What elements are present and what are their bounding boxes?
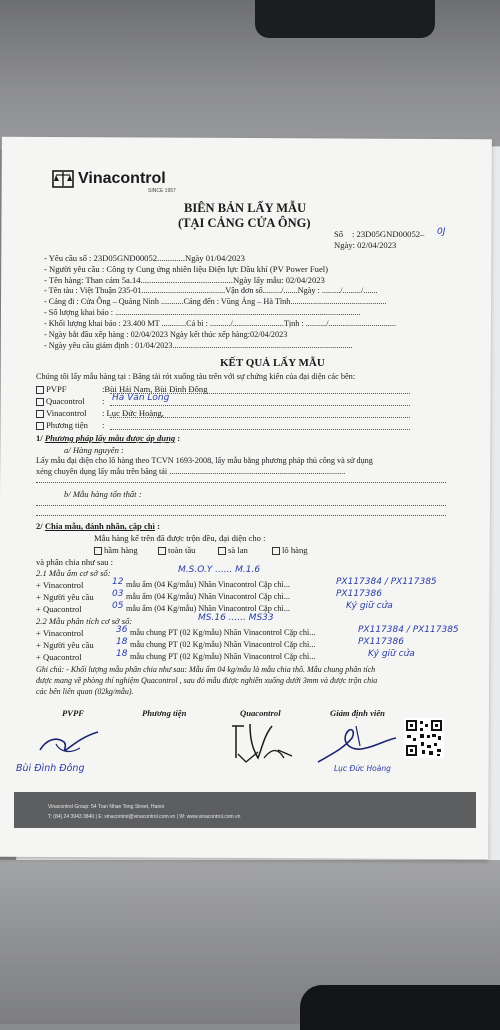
info-line: - Người yêu cầu : Công ty Cung ứng nhiên liệu Điện lực Dầu khí (PV Power Fuel)	[44, 264, 329, 274]
party-vinacontrol: Vinacontrol	[36, 408, 87, 418]
row-text: mẫu chung PT (02 Kg/mẫu) Nhãn Vinacontrol Cặp chì...	[130, 628, 316, 637]
row-text: mẫu ẩm (04 Kg/mẫu) Nhãn Vinacontrol Cặp chì...	[126, 580, 290, 589]
section1-sub-b: b/ Mẫu hàng tổn thất :	[64, 489, 142, 499]
row-qty: 03	[112, 589, 124, 599]
sig-header-pvpf: PVPF	[62, 708, 84, 718]
party-phuong-tien: Phương tiện	[36, 420, 88, 430]
row-label: + Người yêu cầu	[36, 592, 94, 602]
section1-para2: xẻng chuyên dụng lấy mẫu trên băng tải ......................................................................................	[36, 467, 346, 476]
party-quacontrol-handwritten: Hà Văn Long	[112, 393, 170, 403]
info-line: - Tên tàu : Việt Thuận 235-01.........................................Vận đơn số........./.......Ngày : ........./........./.......	[44, 286, 378, 295]
party-pvpf: PVPF	[36, 384, 67, 394]
logo-name: Vinacontrol	[78, 170, 166, 187]
signature-name-pvpf: Bùi Đình Đông	[16, 763, 85, 774]
party-quacontrol: Quacontrol	[36, 396, 85, 406]
dotted-rule	[36, 505, 446, 506]
info-line: - Yêu cầu số : 23D05GND00052.............Ngày 01/04/2023	[44, 253, 245, 263]
info-line: - Khối lượng khai báo : 23.400 MT ............Cả bì : ........../.........................Tịnh : ........../.................................	[44, 319, 397, 328]
document-title: BIÊN BẢN LẤY MẪU	[184, 201, 307, 215]
section2-2-handwritten: MS.16 ...... MS33	[198, 613, 274, 623]
info-line: - Ngày bắt đầu xếp hàng : 02/04/2023 Ngày kết thúc xếp hàng:02/04/2023	[44, 330, 288, 339]
signature-quacontrol	[228, 718, 300, 768]
dotted-rule	[36, 515, 446, 516]
ref-so-label: Số	[334, 229, 344, 239]
option-lo-hang: lô hàng	[272, 545, 308, 555]
document-subtitle: (TẠI CẢNG CỬA ÔNG)	[178, 216, 311, 230]
signature-pvpf	[36, 722, 106, 762]
dark-object-top	[255, 0, 435, 38]
result-title: KẾT QUẢ LẤY MẪU	[220, 357, 325, 369]
section2-line1: Mẫu hàng kể trên đã được trộn đều, đại diện cho :	[94, 533, 266, 543]
section2-1-handwritten: M.S.O.Y ...... M.1.6	[178, 565, 261, 575]
note-line: được mang về phòng thí nghiệm Quacontrol , sau đó mẫu được nghiền xuống dưới 3mm và được trộn chia	[36, 676, 378, 685]
party-vinacontrol-value: : Lục Đức Hoàng,	[102, 408, 164, 418]
dotted-rule	[36, 482, 446, 483]
row-label: + Quacontrol	[36, 604, 82, 614]
option-toan-tau: toàn tầu	[158, 545, 195, 555]
dotted-rule	[110, 417, 410, 418]
row-text: mẫu ẩm (04 Kg/mẫu) Nhãn Vinacontrol Cặp chì...	[126, 604, 290, 613]
option-sa-lan: sà lan	[218, 545, 248, 555]
row-text: mẫu ẩm (04 Kg/mẫu) Nhãn Vinacontrol Cặp chì...	[126, 592, 290, 601]
dotted-rule	[110, 405, 410, 406]
row-hand: PX117384 / PX117385	[358, 625, 459, 635]
sig-header-quacontrol: Quacontrol	[240, 708, 281, 718]
note-line: Ghi chú: - Khối lượng mẫu phân chia như sau: Mẫu ẩm 04 kg/mẫu là mẫu chia thô. Mẫu chung phân tích	[36, 665, 376, 674]
row-hand: PX117386	[358, 637, 404, 647]
row-hand: PX117386	[336, 589, 382, 599]
note-line: các bên liên quan (02kg/mẫu).	[36, 687, 134, 696]
party-phuong-tien-value: :	[102, 420, 105, 430]
signature-giam-dinh-vien	[312, 718, 402, 768]
checkbox-icon	[94, 547, 102, 555]
dark-object-bottom	[300, 985, 500, 1030]
section2-heading: 2/ Chia mẫu, đánh nhãn, cặp chì :	[36, 521, 160, 531]
row-label: + Vinacontrol	[36, 580, 84, 590]
checkbox-icon	[36, 422, 44, 430]
sig-header-giam-dinh-vien: Giám định viên	[330, 708, 385, 718]
section1-para1: Lấy mẫu đại diện cho lô hàng theo TCVN 1693-2008, lấy mẫu bằng phương pháp thủ công và sử dụng	[36, 456, 373, 465]
footer-address: Vinacontrol Group: 54 Tran Nhan Tong Street, Hanoi	[48, 804, 164, 810]
row-label: + Người yêu cầu	[36, 640, 94, 650]
checkbox-icon	[36, 398, 44, 406]
checkbox-icon	[158, 547, 166, 555]
dotted-rule	[110, 429, 410, 430]
footer-contact: T: (84) 24 3943 3840 | E: vinacontrol@vinacontrol.com.vn | W: www.vinacontrol.com.vn	[48, 814, 241, 820]
row-qty: 36	[116, 625, 128, 635]
party-quacontrol-value: :	[102, 396, 105, 406]
row-text: mẫu chung PT (02 Kg/mẫu) Nhãn Vinacontrol Cặp chì...	[130, 652, 316, 661]
row-hand: PX117384 / PX117385	[336, 577, 437, 587]
checkbox-icon	[218, 547, 226, 555]
ref-date: Ngày: 02/04/2023	[334, 240, 397, 250]
section1-sub-a: a/ Hàng nguyên :	[64, 445, 124, 455]
info-line: - Ngày yêu cầu giám định : 01/04/2023........................................................................................	[44, 341, 353, 350]
logo-since: SINCE 1957	[148, 188, 176, 194]
option-ham-hang: hầm hàng	[94, 545, 138, 555]
section2-line2: và phân chia như sau :	[36, 557, 113, 567]
checkbox-checked-icon	[36, 410, 44, 418]
row-qty: 18	[116, 637, 128, 647]
sig-header-phuong-tien: Phương tiện	[142, 708, 187, 718]
checkbox-checked-icon	[272, 547, 280, 555]
intro-text: Chúng tôi lấy mẫu hàng tại : Băng tải rót xuống tàu trên với sự chứng kiến của đại diện các bên:	[36, 372, 356, 381]
row-hand: Ký giữ cửa	[368, 649, 415, 659]
row-text: mẫu chung PT (02 Kg/mẫu) Nhãn Vinacontrol Cặp chì...	[130, 640, 316, 649]
row-qty: 12	[112, 577, 124, 587]
ref-so-value: : 23D05GND00052–	[352, 229, 425, 239]
vinacontrol-logo-icon	[52, 168, 74, 190]
info-line: - Cảng đi : Cửa Ông – Quảng Ninh ...........Cảng đến : Vũng Áng – Hà Tĩnh...............................................	[44, 297, 387, 306]
row-qty: 18	[116, 649, 128, 659]
row-label: + Quacontrol	[36, 652, 82, 662]
row-hand: Ký giữ cửa	[346, 601, 393, 611]
row-qty: 05	[112, 601, 124, 611]
signature-name-giam-dinh-vien: Lục Đức Hoàng	[334, 764, 391, 773]
checkbox-checked-icon	[36, 386, 44, 394]
section2-2-label: 2.2 Mẫu phân tích cơ sở số:	[36, 616, 133, 626]
party-pvpf-value: :Bùi Hải Nam, Bùi Đình Đông	[102, 384, 208, 394]
info-line: - Tên hàng: Than cám 5a.14...........................................Ngày lấy mẫu: 02/04/2023	[44, 275, 325, 285]
qr-code-icon	[404, 718, 444, 758]
row-label: + Vinacontrol	[36, 628, 84, 638]
section1-heading: 1/ Phương pháp lấy mẫu được áp dụng :	[36, 433, 181, 443]
dotted-rule	[110, 393, 410, 394]
ref-so-handwritten: 0J	[437, 227, 446, 237]
section2-1-label: 2.1 Mẫu ẩm cơ sở số:	[36, 568, 111, 578]
document-footer	[14, 792, 476, 828]
info-line: - Số lượng khai báo : ........................................................................................................................	[44, 308, 361, 317]
